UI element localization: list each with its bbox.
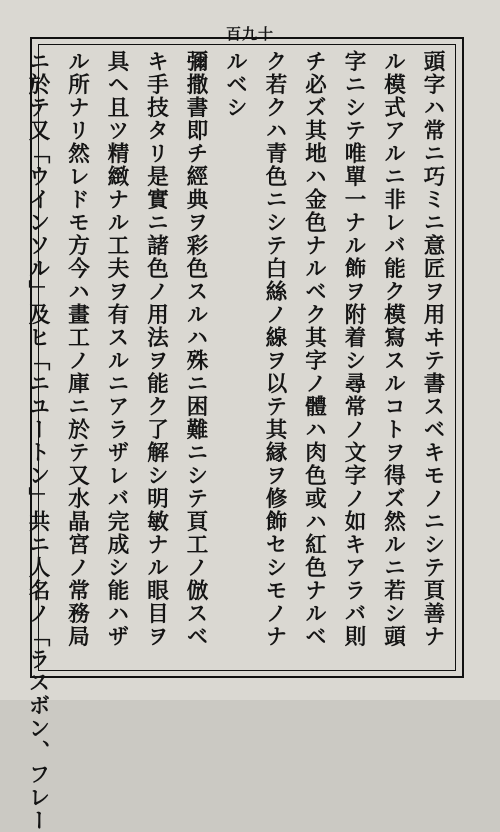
text-line-3: 字ニシテ唯單一ナル飾ヲ附着シ尋常ノ文字ノ如キアラバ則 (341, 50, 366, 648)
vertical-text-body (25, 50, 452, 832)
page-number: 百九十 (225, 25, 274, 43)
text-line-2: ル模式アルニ非レバ能ク模寫スルコトヲ得ズ然ルニ若シ頭 (380, 50, 406, 648)
text-line-5: ク若クハ青色ニシテ白絲ノ線ヲ以テ其縁ヲ修飾セシモノナ (262, 50, 287, 648)
text-line-11: ニ於テ又「ウインソル」及ヒ「ニユートン」共ニ人名ノ「ラスボン、フレー (25, 50, 50, 832)
text-line-10: ル所ナリ然レドモ方今ハ畫工ノ庫ニ於テ又水晶宮ノ常務局 (64, 50, 90, 648)
text-line-8: キ手技タリ是實ニ諸色ノ用法ヲ能ク了解シ明敏ナル眼目ヲ (143, 50, 169, 648)
text-line-7: 彌撒書即チ經典ヲ彩色スルハ殊ニ困難ニシテ頁工ノ倣スベ (183, 50, 208, 648)
text-line-1: 頭字ハ常ニ巧ミニ意匠ヲ用ヰテ書スベキモノニシテ頁善ナ (420, 50, 445, 648)
text-line-9: 具ヘ且ツ精緻ナル工夫ヲ有スルニアラザレバ完成シ能ハザ (104, 50, 129, 648)
text-line-4: チ必ズ其地ハ金色ナルベク其字ノ體ハ肉色或ハ紅色ナルベ (301, 50, 327, 648)
text-line-6: ルベシ (222, 50, 248, 119)
